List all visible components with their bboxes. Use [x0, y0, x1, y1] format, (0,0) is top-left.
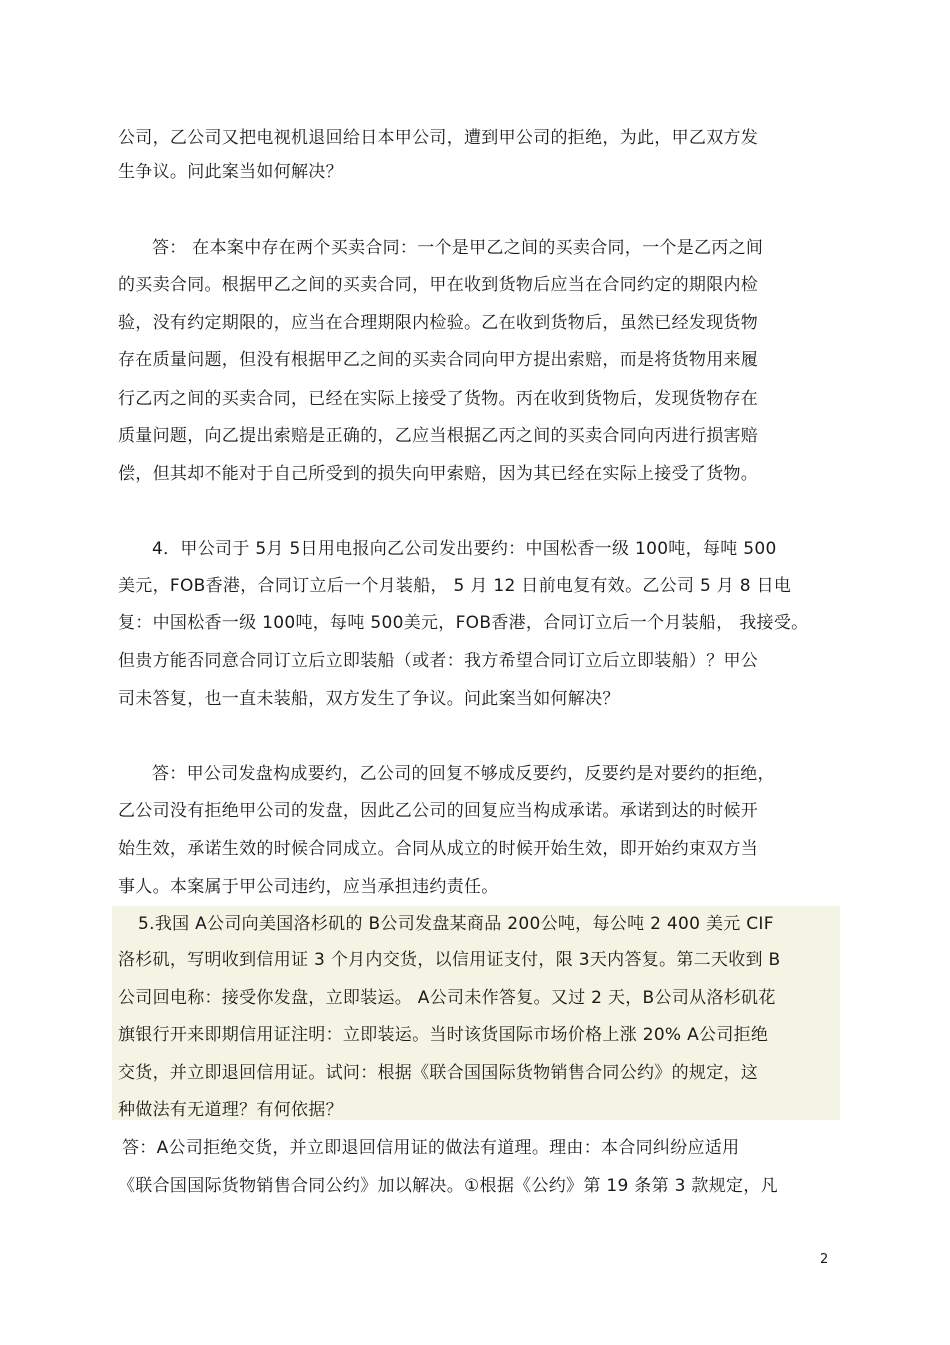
text-line: 司未答复，也一直未装船，双方发生了争议。问此案当如何解决？ — [118, 689, 620, 709]
text-line: 的买卖合同。根据甲乙之间的买卖合同，甲在收到货物后应当在合同约定的期限内检 — [118, 275, 759, 295]
text-line: 始生效，承诺生效的时候合同成立。合同从成立的时候开始生效，即开始约束双方当 — [118, 839, 759, 859]
text-line: 验，没有约定期限的，应当在合理期限内检验。乙在收到货物后，虽然已经发现货物 — [118, 313, 759, 333]
page-number: 2 — [820, 1252, 829, 1267]
text-line: 乙公司没有拒绝甲公司的发盘，因此乙公司的回复应当构成承诺。承诺到达的时候开 — [118, 801, 759, 821]
text-line: 种做法有无道理？有何依据？ — [118, 1100, 343, 1120]
text-line: 洛杉矶，写明收到信用证 3 个月内交货，以信用证支付，限 3天内答复。第二天收到 B — [118, 950, 781, 970]
text-line: 4．甲公司于 5月 5日用电报向乙公司发出要约：中国松香一级 100吨，每吨 500 — [152, 539, 777, 559]
text-line: 公司，乙公司又把电视机退回给日本甲公司，遭到甲公司的拒绝，为此，甲乙双方发 — [118, 128, 759, 148]
text-line: 行乙丙之间的买卖合同，已经在实际上接受了货物。丙在收到货物后，发现货物存在 — [118, 389, 759, 409]
text-line: 事人。本案属于甲公司违约，应当承担违约责任。 — [118, 877, 499, 897]
text-line: 质量问题，向乙提出索赔是正确的，乙应当根据乙丙之间的买卖合同向丙进行损害赔 — [118, 426, 759, 446]
text-line: 生争议。问此案当如何解决？ — [118, 162, 343, 182]
text-line: 但贵方能否同意合同订立后立即装船（或者：我方希望合同订立后立即装船）？甲公 — [118, 651, 759, 671]
text-line: 旗银行开来即期信用证注明：立即装运。当时该货国际市场价格上涨 20% A公司拒绝 — [118, 1025, 769, 1045]
text-line: 交货，并立即退回信用证。试问：根据《联合国国际货物销售合同公约》的规定，这 — [118, 1063, 759, 1083]
text-line: 答： 在本案中存在两个买卖合同：一个是甲乙之间的买卖合同，一个是乙丙之间 — [152, 238, 764, 258]
text-line: 答：A公司拒绝交货，并立即退回信用证的做法有道理。理由：本合同纠纷应适用 — [122, 1138, 740, 1158]
text-line: 公司回电称：接受你发盘，立即装运。 A公司未作答复。又过 2 天，B公司从洛杉矶花 — [118, 988, 776, 1008]
text-line: 答：甲公司发盘构成要约，乙公司的回复不够成反要约，反要约是对要约的拒绝， — [152, 764, 775, 784]
highlighted-paragraph-background — [112, 906, 840, 1120]
text-line: 偿，但其却不能对于自己所受到的损失向甲索赔，因为其已经在实际上接受了货物。 — [118, 464, 759, 484]
text-line: 5.我国 A公司向美国洛杉矶的 B公司发盘某商品 200公吨，每公吨 2 400 美元 CIF — [138, 914, 774, 934]
text-line: 存在质量问题，但没有根据甲乙之间的买卖合同向甲方提出索赔，而是将货物用来履 — [118, 350, 759, 370]
text-line: 《联合国国际货物销售合同公约》加以解决。①根据《公约》第 19 条第 3 款规定，凡 — [118, 1176, 778, 1196]
text-line: 复：中国松香一级 100吨，每吨 500美元，FOB香港，合同订立后一个月装船， 我接受。 — [118, 613, 809, 633]
text-line: 美元，FOB香港，合同订立后一个月装船， 5 月 12 日前电复有效。乙公司 5 月 8 日电 — [118, 576, 792, 596]
